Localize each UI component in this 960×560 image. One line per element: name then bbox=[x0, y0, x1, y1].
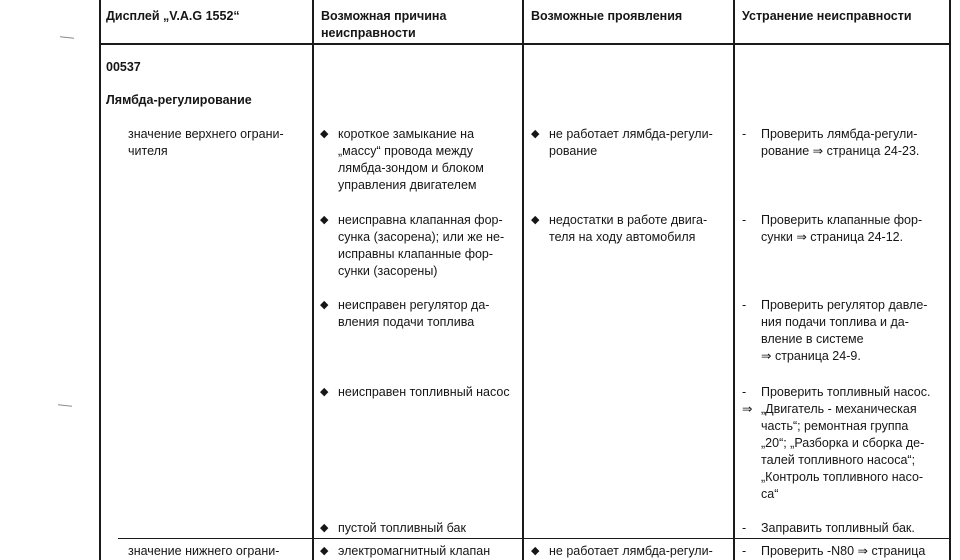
manual-page: Дисплей „V.A.G 1552“ Возможная причина неисправности Возможные проявления Устранение неисправности 00537 Лямбда-регулирование значение верхнего ограни- чителя значение нижнего ограни- ◆ короткое замыкание на „массу“ провода между лямбда-зондом и блоком управления двигателем ◆ неисправна клапанная фор- сунка (засорена); или же не- исправны клапанные фор- сунки (засорены) ◆ неисправен регулятор да- вления подачи топлива ◆ неисправен топливный насос ◆ пустой топливный бак ◆ электромагнитный клапан ◆ не работает лямбда-регули- рование ◆ недостатки в работе двига- теля на ходу автомобиля ◆ не работает лямбда-регули- - Проверить лямбда-регули- рование ⇒ страница 24-23. - Проверить клапанные фор- сунки ⇒ страница 24-12. - Проверить регулятор давле- ния подачи топлива и да- вление в системе ⇒ страница 24-9. - Проверить топливный насос. ⇒ „Двигатель - механическая часть“; ремонтная группа „20“; „Разборка и сборка де- талей топливного насоса“; „Контроль топливного насо- са“ - Заправить топливный бак. - Проверить -N80 ⇒ страница bbox=[0, 0, 960, 558]
bullet-icon: ◆ bbox=[320, 545, 329, 557]
display-value-upper: значение верхнего ограни- чителя bbox=[128, 127, 284, 158]
row-separator bbox=[118, 538, 949, 539]
cause-item: ◆ электромагнитный клапан bbox=[320, 544, 491, 558]
symptom-item: ◆ не работает лямбда-регули- рование bbox=[531, 127, 713, 158]
dash-marker: - bbox=[742, 127, 747, 141]
bullet-icon: ◆ bbox=[320, 128, 329, 140]
column-rule bbox=[522, 0, 524, 560]
dash-marker: - bbox=[742, 298, 747, 312]
dash-marker: - bbox=[742, 213, 747, 227]
remedy-item: - Проверить -N80 ⇒ страница bbox=[742, 544, 926, 558]
display-value-lower: значение нижнего ограни- bbox=[128, 544, 280, 558]
symptom-item: ◆ недостатки в работе двига- теля на ходу автомобиля bbox=[531, 213, 708, 244]
symptom-item: ◆ не работает лямбда-регули- bbox=[531, 544, 713, 558]
column-rule bbox=[312, 0, 314, 560]
arrow-icon: ⇒ bbox=[742, 402, 753, 416]
bullet-icon: ◆ bbox=[531, 128, 540, 140]
margin-mark bbox=[58, 404, 72, 406]
remedy-item: - Проверить клапанные фор- сунки ⇒ страница 24-12. bbox=[742, 213, 923, 244]
dash-marker: - bbox=[742, 544, 747, 558]
remedy-item: - Проверить лямбда-регули- рование ⇒ страница 24-23. bbox=[742, 127, 920, 158]
cause-item: ◆ пустой топливный бак bbox=[320, 521, 466, 535]
cause-item: ◆ короткое замыкание на „массу“ провода между лямбда-зондом и блоком управления двигателем bbox=[320, 127, 484, 192]
header-bottom-rule bbox=[99, 43, 949, 45]
bullet-icon: ◆ bbox=[320, 522, 329, 534]
bullet-icon: ◆ bbox=[320, 386, 329, 398]
dash-marker: - bbox=[742, 385, 747, 399]
fault-name: Лямбда-регулирование bbox=[106, 93, 252, 107]
remedy-item: - Заправить топливный бак. bbox=[742, 521, 915, 535]
bullet-icon: ◆ bbox=[531, 545, 540, 557]
bullet-icon: ◆ bbox=[531, 214, 540, 226]
fault-code: 00537 bbox=[106, 60, 141, 74]
bullet-icon: ◆ bbox=[320, 214, 329, 226]
header-symptoms: Возможные проявления bbox=[531, 9, 683, 23]
cause-item: ◆ неисправен топливный насос bbox=[320, 385, 510, 399]
column-rule bbox=[733, 0, 735, 560]
remedy-item: - Проверить топливный насос. bbox=[742, 385, 931, 399]
cause-item: ◆ неисправна клапанная фор- сунка (засорена); или же не- исправны клапанные фор- сунки (засорены) bbox=[320, 213, 505, 278]
header-remedy: Устранение неисправности bbox=[742, 9, 912, 23]
header-display: Дисплей „V.A.G 1552“ bbox=[106, 9, 240, 23]
cause-item: ◆ неисправен регулятор да- вления подачи топлива bbox=[320, 298, 490, 329]
header-cause: Возможная причина неисправности bbox=[321, 9, 447, 40]
dash-marker: - bbox=[742, 521, 747, 535]
margin-mark bbox=[60, 36, 74, 38]
remedy-item: - Проверить регулятор давле- ния подачи топлива и да- вление в системе ⇒ страница 24-9. bbox=[742, 298, 928, 363]
bullet-icon: ◆ bbox=[320, 299, 329, 311]
